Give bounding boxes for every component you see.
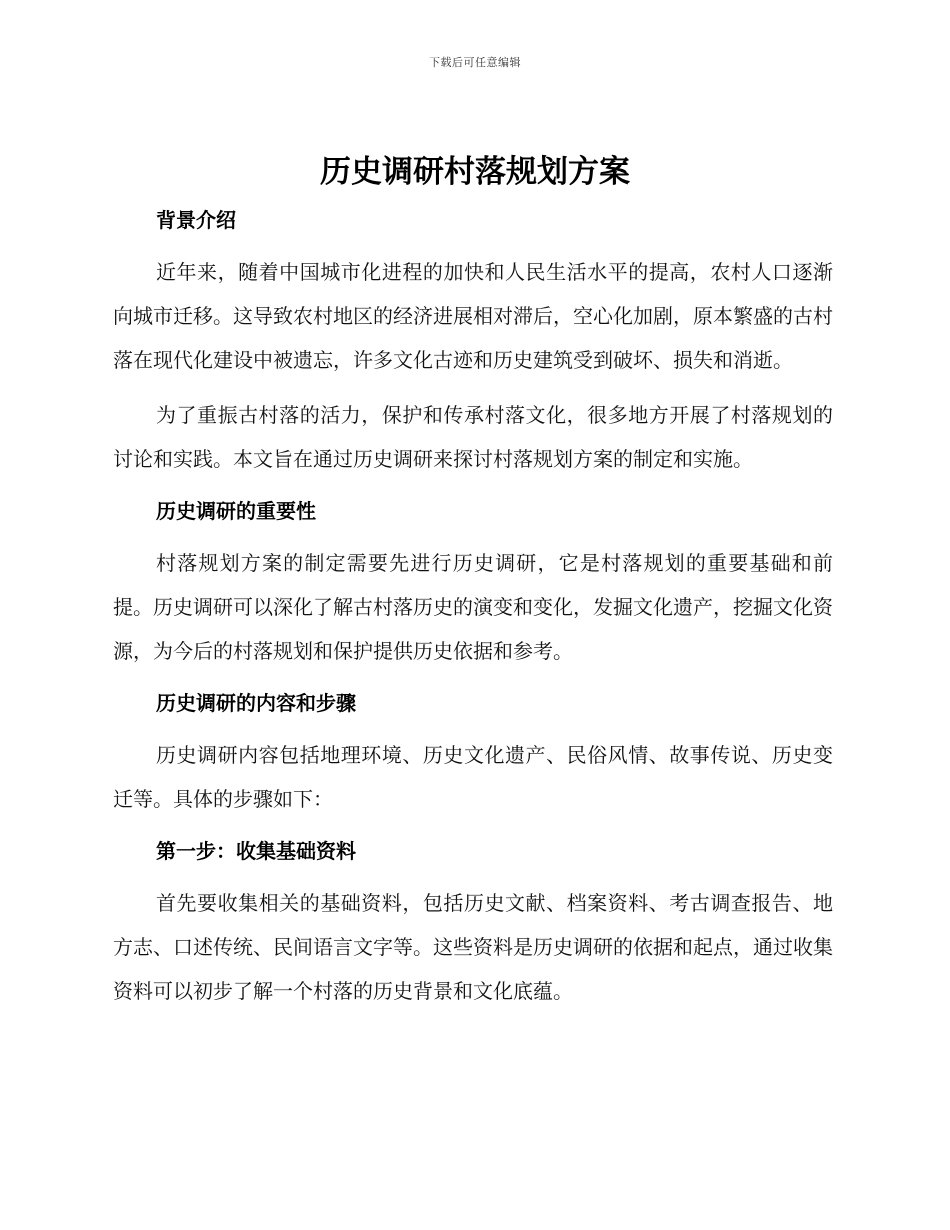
document-title: 历史调研村落规划方案: [320, 154, 630, 190]
paragraph: 首先要收集相关的基础资料，包括历史文献、档案资料、考古调查报告、地方志、口述传统、民间语言文字等。这些资料是历史调研的依据和起点，通过收集资料可以初步了解一个村落的历史背景和文化底蕴。: [113, 891, 833, 1003]
paragraph: 历史调研内容包括地理环境、历史文化遗产、民俗风情、故事传说、历史变迁等。具体的步骤如下：: [113, 743, 833, 811]
section-heading-importance: 历史调研的重要性: [156, 499, 316, 523]
section-heading-background: 背景介绍: [156, 208, 236, 232]
paragraph: 为了重振古村落的活力，保护和传承村落文化，很多地方开展了村落规划的讨论和实践。本文旨在通过历史调研来探讨村落规划方案的制定和实施。: [113, 403, 833, 471]
section-heading-content-steps: 历史调研的内容和步骤: [156, 691, 356, 715]
paragraph: 近年来，随着中国城市化进程的加快和人民生活水平的提高，农村人口逐渐向城市迁移。这导致农村地区的经济进展相对滞后，空心化加剧，原本繁盛的古村落在现代化建设中被遗忘，许多文化古迹和历史建筑受到破坏、损失和消逝。: [113, 260, 833, 372]
document-body: [113, 200, 833, 1013]
paragraph: 村落规划方案的制定需要先进行历史调研，它是村落规划的重要基础和前提。历史调研可以深化了解古村落历史的演变和变化，发掘文化遗产，挖掘文化资源，为今后的村落规划和保护提供历史依据和参考。: [113, 551, 833, 663]
section-heading-step-one: 第一步：收集基础资料: [156, 839, 356, 863]
page-header-note: 下载后可任意编辑: [429, 56, 521, 69]
